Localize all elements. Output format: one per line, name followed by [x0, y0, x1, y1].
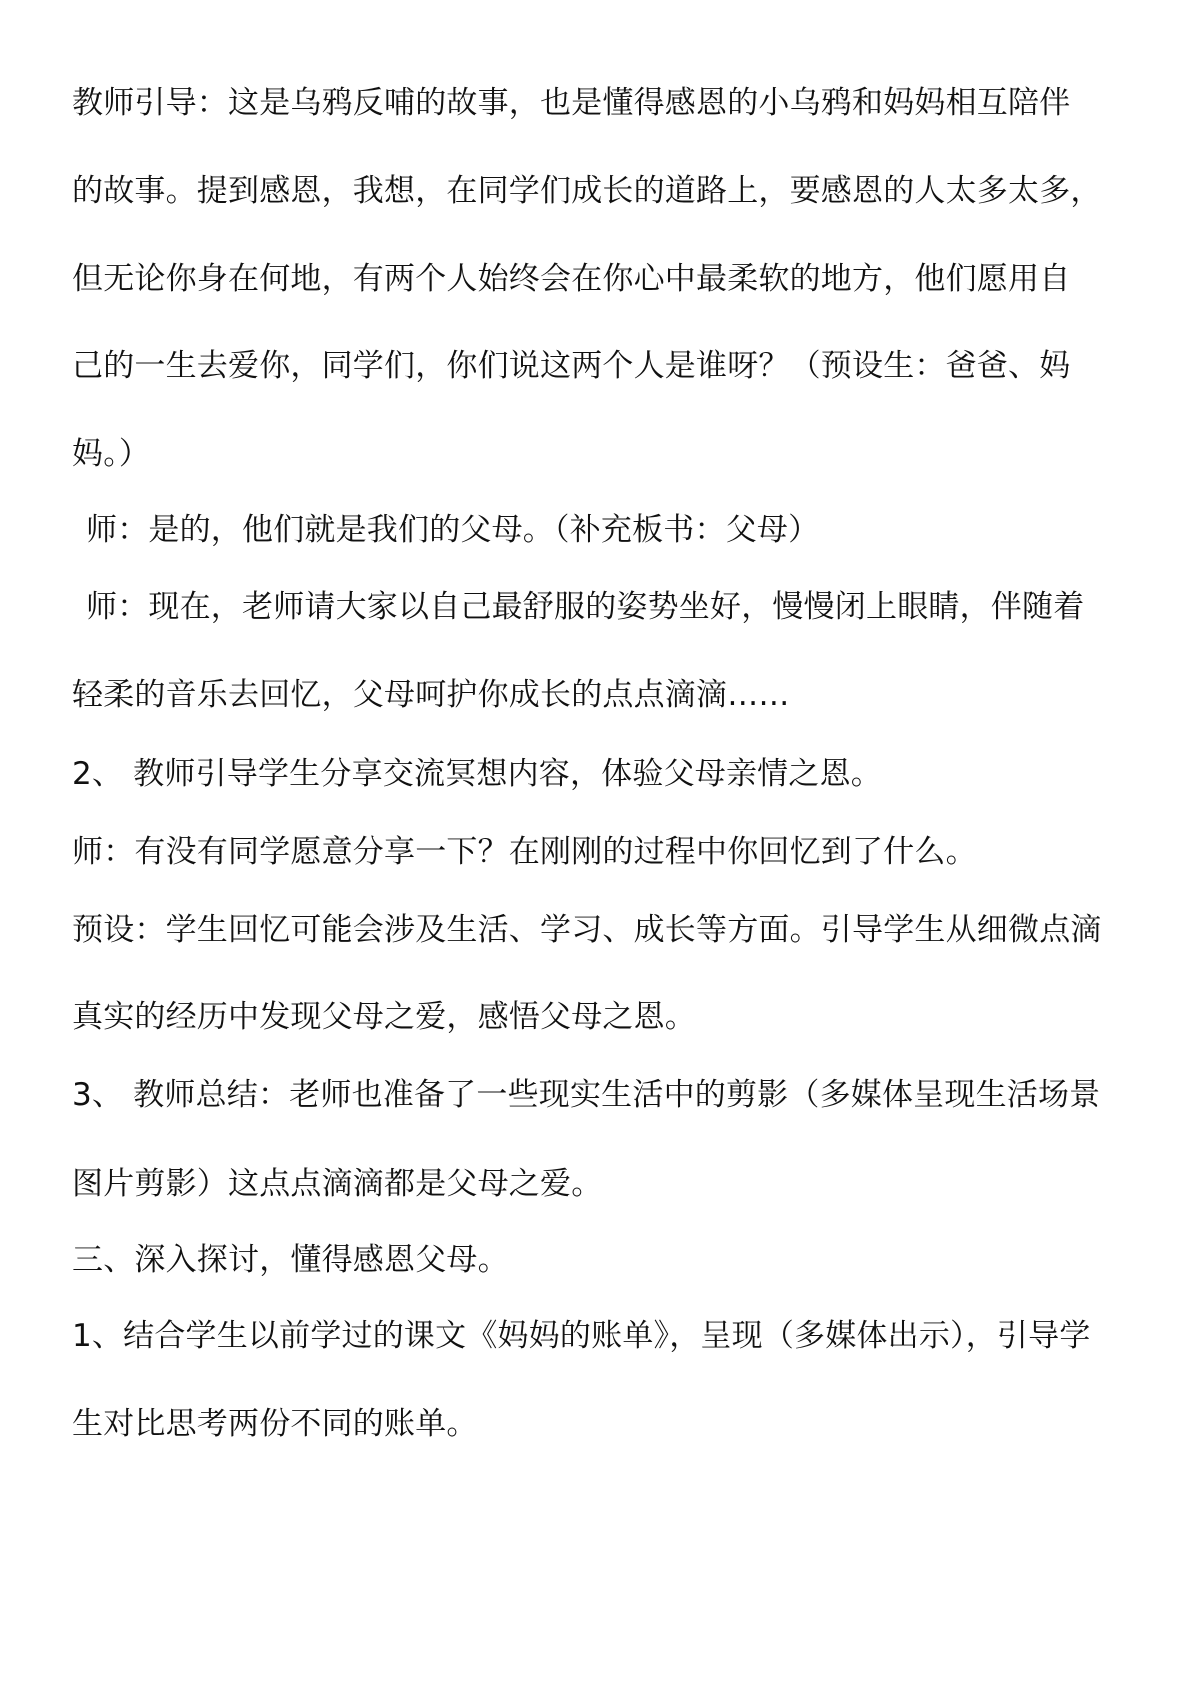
text-line: 教师引导：这是乌鸦反哺的故事，也是懂得感恩的小乌鸦和妈妈相互陪伴 [72, 85, 1071, 121]
text-line: 己的一生去爱你，同学们，你们说这两个人是谁呀？（预设生：爸爸、妈 [72, 348, 1071, 384]
text-line: 生对比思考两份不同的账单。 [72, 1406, 478, 1442]
text-line: 师：现在，老师请大家以自己最舒服的姿势坐好，慢慢闭上眼睛，伴随着 [86, 589, 1085, 625]
text-line: 师：有没有同学愿意分享一下？在刚刚的过程中你回忆到了什么。 [72, 834, 977, 870]
text-line: 三、深入探讨，懂得感恩父母。 [72, 1242, 509, 1278]
text-line: 轻柔的音乐去回忆，父母呵护你成长的点点滴滴…… [72, 677, 790, 713]
text-line: 预设：学生回忆可能会涉及生活、学习、成长等方面。引导学生从细微点滴 [72, 912, 1102, 948]
text-line: 妈。） [72, 436, 151, 472]
text-line: 1、结合学生以前学过的课文《妈妈的账单》，呈现（多媒体出示），引导学 [72, 1318, 1091, 1354]
text-line: 的故事。提到感恩，我想，在同学们成长的道路上，要感恩的人太多太多， [72, 173, 1102, 209]
text-line: 真实的经历中发现父母之爱，感悟父母之恩。 [72, 999, 696, 1035]
text-line: 2、 教师引导学生分享交流冥想内容，体验父母亲情之恩。 [72, 756, 882, 792]
text-line: 3、 教师总结：老师也准备了一些现实生活中的剪影（多媒体呈现生活场景 [72, 1077, 1101, 1113]
text-line: 图片剪影）这点点滴滴都是父母之爱。 [72, 1166, 603, 1202]
text-line: 师：是的，他们就是我们的父母。（补充板书：父母） [86, 512, 820, 548]
text-line: 但无论你身在何地，有两个人始终会在你心中最柔软的地方，他们愿用自 [72, 261, 1071, 297]
